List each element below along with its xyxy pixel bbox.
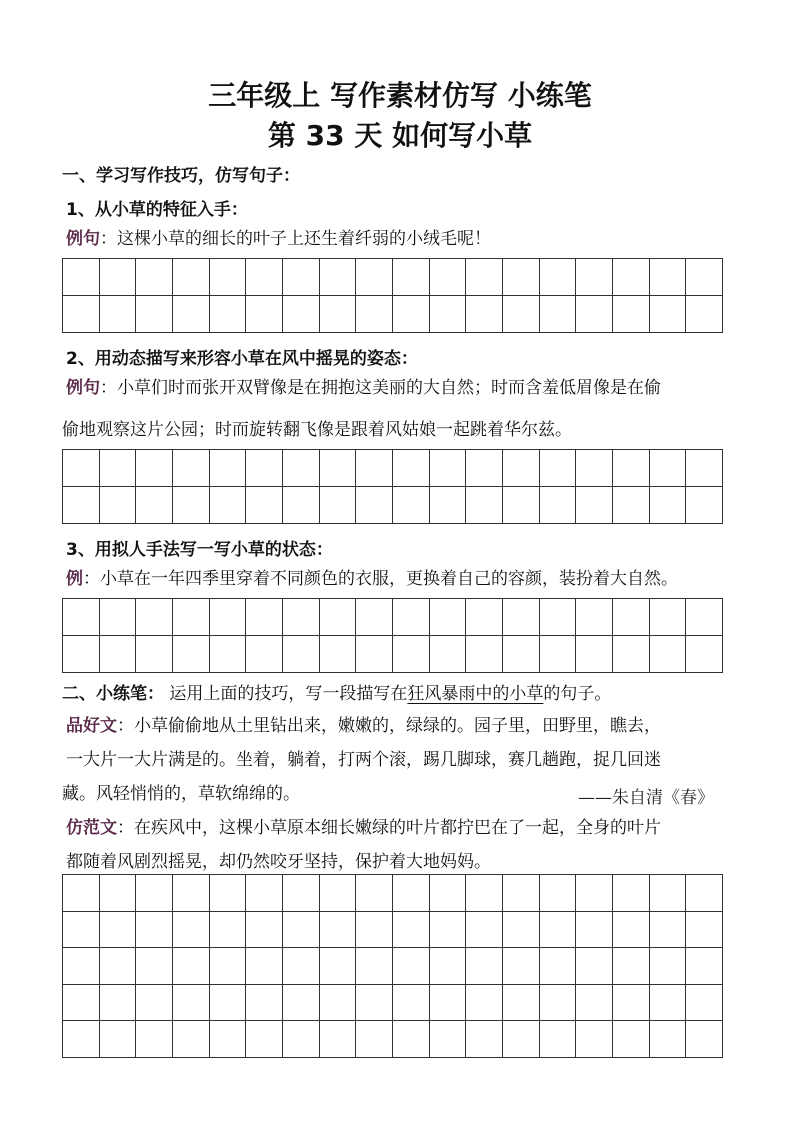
grid-cell[interactable] <box>320 875 357 912</box>
appreciate-line3: 藏。风轻悄悄的，草软绵绵的。 <box>62 784 300 804</box>
section2-heading: 二、小练笔： <box>62 684 164 704</box>
grid-cell[interactable] <box>650 875 687 912</box>
grid-cell[interactable] <box>63 875 100 912</box>
grid-cell[interactable] <box>430 875 467 912</box>
grid-cell[interactable] <box>430 985 467 1022</box>
grid-cell[interactable] <box>173 1021 210 1058</box>
writing-grid-4[interactable] <box>62 874 723 1058</box>
grid-cell[interactable] <box>63 985 100 1022</box>
grid-cell[interactable] <box>650 296 687 333</box>
grid-cell[interactable] <box>210 912 247 949</box>
grid-cell[interactable] <box>613 948 650 985</box>
grid-cell[interactable] <box>210 487 247 524</box>
grid-cell[interactable] <box>466 948 503 985</box>
grid-cell[interactable] <box>686 259 723 296</box>
grid-cell[interactable] <box>136 1021 173 1058</box>
grid-cell[interactable] <box>320 599 357 636</box>
grid-cell[interactable] <box>356 487 393 524</box>
grid-cell[interactable] <box>63 450 100 487</box>
grid-cell[interactable] <box>466 636 503 673</box>
grid-cell[interactable] <box>63 1021 100 1058</box>
section2-instruction-post: 的句子。 <box>543 684 612 704</box>
grid-cell[interactable] <box>613 259 650 296</box>
grid-cell[interactable] <box>356 450 393 487</box>
grid-cell[interactable] <box>503 296 540 333</box>
grid-cell[interactable] <box>246 1021 283 1058</box>
grid-cell[interactable] <box>466 259 503 296</box>
grid-cell[interactable] <box>173 636 210 673</box>
grid-cell[interactable] <box>63 948 100 985</box>
grid-cell[interactable] <box>63 487 100 524</box>
appreciate-line2: 一大片一大片满是的。坐着，躺着，打两个滚，踢几脚球，赛几趟跑，捉几回迷 <box>66 750 661 770</box>
imitate-line2: 都随着风剧烈摇晃，却仍然咬牙坚持，保护着大地妈妈。 <box>66 852 491 872</box>
grid-cell[interactable] <box>246 948 283 985</box>
item2-example-label: 例句 <box>66 378 100 398</box>
grid-cell[interactable] <box>136 636 173 673</box>
grid-cell[interactable] <box>393 985 430 1022</box>
grid-cell[interactable] <box>356 259 393 296</box>
grid-cell[interactable] <box>173 948 210 985</box>
grid-cell[interactable] <box>503 912 540 949</box>
grid-cell[interactable] <box>686 599 723 636</box>
grid-cell[interactable] <box>210 985 247 1022</box>
grid-cell[interactable] <box>246 599 283 636</box>
grid-cell[interactable] <box>613 985 650 1022</box>
grid-cell[interactable] <box>63 636 100 673</box>
appreciate-line1 <box>66 716 661 736</box>
grid-cell[interactable] <box>576 985 613 1022</box>
grid-cell[interactable] <box>686 450 723 487</box>
grid-cell[interactable] <box>540 636 577 673</box>
grid-cell[interactable] <box>356 599 393 636</box>
grid-cell[interactable] <box>466 599 503 636</box>
grid-cell[interactable] <box>136 487 173 524</box>
grid-cell[interactable] <box>393 1021 430 1058</box>
grid-cell[interactable] <box>356 296 393 333</box>
grid-cell[interactable] <box>503 948 540 985</box>
grid-cell[interactable] <box>173 912 210 949</box>
imitate-text-1: 在疾风中，这棵小草原本细长嫩绿的叶片都拧巴在了一起，全身的叶片 <box>134 818 661 838</box>
grid-cell[interactable] <box>136 450 173 487</box>
appreciate-sep: ： <box>117 716 134 736</box>
grid-cell[interactable] <box>650 912 687 949</box>
grid-cell[interactable] <box>100 636 137 673</box>
grid-cell[interactable] <box>246 636 283 673</box>
grid-cell[interactable] <box>576 259 613 296</box>
grid-cell[interactable] <box>210 875 247 912</box>
grid-cell[interactable] <box>430 1021 467 1058</box>
grid-cell[interactable] <box>283 636 320 673</box>
grid-cell[interactable] <box>210 259 247 296</box>
grid-cell[interactable] <box>246 487 283 524</box>
grid-cell[interactable] <box>576 948 613 985</box>
grid-cell[interactable] <box>650 450 687 487</box>
grid-cell[interactable] <box>320 912 357 949</box>
grid-cell[interactable] <box>283 948 320 985</box>
grid-cell[interactable] <box>540 296 577 333</box>
grid-cell[interactable] <box>136 599 173 636</box>
grid-cell[interactable] <box>540 985 577 1022</box>
section2-instruction-pre: 运用上面的技巧，写一段描写在 <box>169 684 408 704</box>
grid-cell[interactable] <box>173 296 210 333</box>
grid-cell[interactable] <box>503 636 540 673</box>
item2-example-line2: 偷地观察这片公园；时而旋转翻飞像是跟着风姑娘一起跳着华尔兹。 <box>62 420 572 440</box>
grid-cell[interactable] <box>613 450 650 487</box>
item3-example <box>66 569 678 589</box>
grid-cell[interactable] <box>100 259 137 296</box>
grid-cell[interactable] <box>63 599 100 636</box>
writing-grid-3[interactable] <box>62 598 723 673</box>
grid-cell[interactable] <box>173 875 210 912</box>
grid-cell[interactable] <box>136 296 173 333</box>
grid-cell[interactable] <box>173 985 210 1022</box>
grid-cell[interactable] <box>393 875 430 912</box>
grid-cell[interactable] <box>650 1021 687 1058</box>
grid-cell[interactable] <box>466 912 503 949</box>
section2-heading-line <box>62 684 611 704</box>
grid-cell[interactable] <box>466 450 503 487</box>
item2-example-line1 <box>66 378 661 398</box>
grid-cell[interactable] <box>283 875 320 912</box>
grid-cell[interactable] <box>100 599 137 636</box>
imitate-label: 仿范文 <box>66 818 117 838</box>
grid-cell[interactable] <box>686 296 723 333</box>
grid-cell[interactable] <box>686 948 723 985</box>
grid-cell[interactable] <box>136 912 173 949</box>
grid-cell[interactable] <box>686 875 723 912</box>
grid-cell[interactable] <box>576 450 613 487</box>
grid-cell[interactable] <box>283 985 320 1022</box>
grid-cell[interactable] <box>63 912 100 949</box>
grid-cell[interactable] <box>283 487 320 524</box>
grid-cell[interactable] <box>283 296 320 333</box>
grid-cell[interactable] <box>576 487 613 524</box>
item2-heading: 2、用动态描写来形容小草在风中摇晃的姿态： <box>66 349 418 369</box>
grid-cell[interactable] <box>430 948 467 985</box>
grid-cell[interactable] <box>613 875 650 912</box>
item2-example-text: 小草们时而张开双臂像是在拥抱这美丽的大自然；时而含羞低眉像是在偷 <box>117 378 661 398</box>
page-title: 三年级上 写作素材仿写 小练笔 <box>208 79 592 112</box>
grid-cell[interactable] <box>613 1021 650 1058</box>
grid-cell[interactable] <box>63 259 100 296</box>
grid-cell[interactable] <box>576 912 613 949</box>
writing-grid-1[interactable] <box>62 258 723 333</box>
grid-cell[interactable] <box>540 875 577 912</box>
section1-heading: 一、学习写作技巧，仿写句子： <box>62 166 300 186</box>
grid-cell[interactable] <box>100 450 137 487</box>
grid-cell[interactable] <box>503 875 540 912</box>
grid-cell[interactable] <box>356 948 393 985</box>
grid-cell[interactable] <box>246 259 283 296</box>
grid-cell[interactable] <box>100 875 137 912</box>
grid-cell[interactable] <box>173 259 210 296</box>
grid-cell[interactable] <box>613 296 650 333</box>
grid-cell[interactable] <box>246 985 283 1022</box>
grid-cell[interactable] <box>430 259 467 296</box>
grid-cell[interactable] <box>466 985 503 1022</box>
grid-cell[interactable] <box>100 912 137 949</box>
grid-cell[interactable] <box>576 636 613 673</box>
grid-cell[interactable] <box>430 912 467 949</box>
grid-cell[interactable] <box>356 1021 393 1058</box>
grid-cell[interactable] <box>430 450 467 487</box>
page-subtitle: 第 33 天 如何写小草 <box>267 119 533 152</box>
grid-cell[interactable] <box>246 875 283 912</box>
grid-cell[interactable] <box>503 985 540 1022</box>
grid-cell[interactable] <box>136 985 173 1022</box>
grid-cell[interactable] <box>320 1021 357 1058</box>
grid-cell[interactable] <box>503 487 540 524</box>
grid-cell[interactable] <box>283 259 320 296</box>
grid-cell[interactable] <box>173 487 210 524</box>
grid-cell[interactable] <box>320 487 357 524</box>
item1-example-text: 这棵小草的细长的叶子上还生着纤弱的小绒毛呢！ <box>117 229 491 249</box>
grid-cell[interactable] <box>320 296 357 333</box>
grid-cell[interactable] <box>100 487 137 524</box>
grid-cell[interactable] <box>650 487 687 524</box>
grid-cell[interactable] <box>356 985 393 1022</box>
grid-cell[interactable] <box>503 1021 540 1058</box>
grid-cell[interactable] <box>430 636 467 673</box>
grid-cell[interactable] <box>540 450 577 487</box>
grid-cell[interactable] <box>613 912 650 949</box>
grid-cell[interactable] <box>503 259 540 296</box>
grid-cell[interactable] <box>466 875 503 912</box>
grid-cell[interactable] <box>173 599 210 636</box>
grid-cell[interactable] <box>613 599 650 636</box>
grid-cell[interactable] <box>283 599 320 636</box>
grid-cell[interactable] <box>246 912 283 949</box>
grid-cell[interactable] <box>320 636 357 673</box>
grid-cell[interactable] <box>356 636 393 673</box>
item1-heading: 1、从小草的特征入手： <box>66 200 248 220</box>
grid-cell[interactable] <box>503 599 540 636</box>
grid-cell[interactable] <box>210 636 247 673</box>
grid-cell[interactable] <box>613 636 650 673</box>
grid-cell[interactable] <box>356 912 393 949</box>
grid-cell[interactable] <box>466 1021 503 1058</box>
grid-cell[interactable] <box>283 912 320 949</box>
grid-cell[interactable] <box>210 1021 247 1058</box>
grid-cell[interactable] <box>466 487 503 524</box>
grid-cell[interactable] <box>686 985 723 1022</box>
item3-example-sep: ： <box>83 569 100 589</box>
grid-cell[interactable] <box>540 599 577 636</box>
grid-cell[interactable] <box>576 296 613 333</box>
grid-cell[interactable] <box>320 450 357 487</box>
grid-cell[interactable] <box>650 948 687 985</box>
grid-cell[interactable] <box>100 296 137 333</box>
grid-cell[interactable] <box>576 599 613 636</box>
grid-cell[interactable] <box>283 450 320 487</box>
item3-example-label: 例 <box>66 569 83 589</box>
grid-cell[interactable] <box>136 948 173 985</box>
grid-cell[interactable] <box>540 1021 577 1058</box>
writing-grid-2[interactable] <box>62 449 723 524</box>
grid-cell[interactable] <box>393 487 430 524</box>
grid-cell[interactable] <box>540 912 577 949</box>
grid-cell[interactable] <box>576 1021 613 1058</box>
grid-cell[interactable] <box>136 259 173 296</box>
grid-cell[interactable] <box>686 636 723 673</box>
quote-source: ——朱自清《春》 <box>578 788 714 808</box>
grid-cell[interactable] <box>576 875 613 912</box>
grid-cell[interactable] <box>650 636 687 673</box>
grid-cell[interactable] <box>173 450 210 487</box>
grid-cell[interactable] <box>613 487 650 524</box>
grid-cell[interactable] <box>356 875 393 912</box>
grid-cell[interactable] <box>320 259 357 296</box>
grid-cell[interactable] <box>650 259 687 296</box>
item3-heading: 3、用拟人手法写一写小草的状态： <box>66 540 333 560</box>
item1-example <box>66 229 491 249</box>
item1-example-label: 例句 <box>66 229 100 249</box>
grid-cell[interactable] <box>430 296 467 333</box>
grid-cell[interactable] <box>393 599 430 636</box>
grid-cell[interactable] <box>210 948 247 985</box>
item1-example-sep: ： <box>100 229 117 249</box>
appreciate-label: 品好文 <box>66 716 117 736</box>
imitate-line1 <box>66 818 661 838</box>
grid-cell[interactable] <box>430 487 467 524</box>
grid-cell[interactable] <box>503 450 540 487</box>
grid-cell[interactable] <box>320 985 357 1022</box>
grid-cell[interactable] <box>540 948 577 985</box>
grid-cell[interactable] <box>393 296 430 333</box>
grid-cell[interactable] <box>466 296 503 333</box>
grid-cell[interactable] <box>650 985 687 1022</box>
grid-cell[interactable] <box>686 1021 723 1058</box>
grid-cell[interactable] <box>393 948 430 985</box>
grid-cell[interactable] <box>210 296 247 333</box>
imitate-sep: ： <box>117 818 134 838</box>
section2-instruction-underlined: 狂风暴雨中的小草 <box>407 684 544 704</box>
grid-cell[interactable] <box>283 1021 320 1058</box>
grid-cell[interactable] <box>136 875 173 912</box>
grid-cell[interactable] <box>320 948 357 985</box>
grid-cell[interactable] <box>540 487 577 524</box>
grid-cell[interactable] <box>63 296 100 333</box>
grid-cell[interactable] <box>393 636 430 673</box>
grid-cell[interactable] <box>100 1021 137 1058</box>
item3-example-text: 小草在一年四季里穿着不同颜色的衣服，更换着自己的容颜，装扮着大自然。 <box>100 569 678 589</box>
grid-cell[interactable] <box>210 450 247 487</box>
grid-cell[interactable] <box>650 599 687 636</box>
item2-example-sep: ： <box>100 378 117 398</box>
appreciate-text-1: 小草偷偷地从土里钻出来，嫩嫩的，绿绿的。园子里，田野里，瞧去， <box>134 716 661 736</box>
grid-cell[interactable] <box>100 948 137 985</box>
grid-cell[interactable] <box>540 259 577 296</box>
grid-cell[interactable] <box>100 985 137 1022</box>
grid-cell[interactable] <box>246 450 283 487</box>
grid-cell[interactable] <box>686 487 723 524</box>
grid-cell[interactable] <box>686 912 723 949</box>
grid-cell[interactable] <box>430 599 467 636</box>
grid-cell[interactable] <box>210 599 247 636</box>
grid-cell[interactable] <box>246 296 283 333</box>
grid-cell[interactable] <box>393 450 430 487</box>
grid-cell[interactable] <box>393 259 430 296</box>
grid-cell[interactable] <box>393 912 430 949</box>
